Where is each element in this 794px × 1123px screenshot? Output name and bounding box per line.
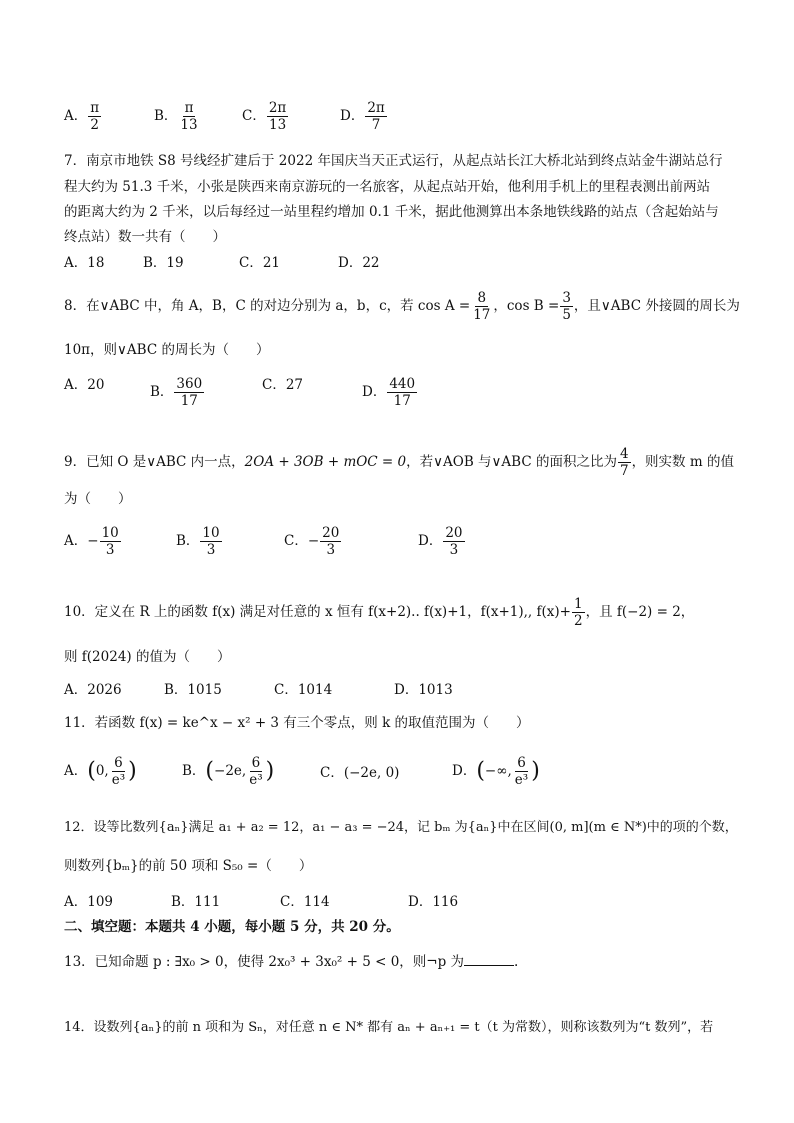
q8-fraction-cosA: $\frac{8}{17}$ [473, 290, 491, 323]
q7-line-2: 程大约为 51.3 千米，小张是陕西来南京游玩的一名旅客，从起点站开始，他利用手机上的里程表测出前两站 [64, 179, 711, 195]
q8-option-b: B． $\frac{360}{17}$ [150, 376, 203, 409]
q9-fraction: $\frac{4}{7}$ [619, 446, 629, 479]
q6-option-b: B． $\frac{\pi}{13}$ [154, 100, 198, 133]
q11-option-a: A．(0, $\frac{6}{\text{e³}}$ ) [64, 755, 137, 788]
q6-option-c: C． $\frac{2\pi}{13}$ [242, 100, 287, 133]
q9-vector-equation: 2OA + 3OB + mOC = 0 [244, 454, 407, 470]
q11-line: 11．若函数 f(x) = ke^x − x² + 3 有三个零点，则 k 的取值范围为（ ） [64, 715, 530, 731]
q12-line-2: 则数列{bₘ}的前 50 项和 S₅₀ =（ ） [64, 858, 313, 874]
q11-option-c: C．(−2e, 0) [320, 765, 400, 781]
q10-option-b: B．1015 [164, 682, 222, 698]
q8-line-1: 8．在∨ABC 中，角 A，B，C 的对边分别为 a，b，c，若 cos A = $\frac{8}{17}$ ，cos B = $\frac{3}{5}$ ，且∨ABC 外接圆的周长为 [64, 290, 740, 323]
q7-line-3: 的距离大约为 2 千米，以后每经过一站里程约增加 0.1 千米，据此他测算出本条地铁线路的站点（含起始站与 [64, 204, 719, 220]
q8-fraction-cosB: $\frac{3}{5}$ [562, 290, 571, 323]
q10-line-2: 则 f(2024) 的值为（ ） [64, 649, 231, 665]
q12-option-d: D．116 [408, 894, 459, 910]
q9-option-a: A．− $\frac{10}{3}$ [64, 525, 119, 558]
question-14: 14．设数列{aₙ}的前 n 项和为 Sₙ，对任意 n ∈ N* 都有 aₙ + aₙ₊₁ = t（t 为常数），则称该数列为“t 数列”，若 [64, 1020, 714, 1035]
q7-line-1: 7．南京市地铁 S8 号线经扩建后于 2022 年国庆当天正式运行，从起点站长江大桥北站到终点站金牛湖站总行 [64, 153, 723, 169]
q6-option-d: D． $\frac{2\pi}{7}$ [340, 100, 385, 133]
q9-line-2: 为（ ） [64, 491, 132, 507]
q11-option-d: D．(−∞, $\frac{6}{\text{e³}}$ ) [452, 755, 540, 788]
q8-line-2: 10π，则∨ABC 的周长为（ ） [64, 342, 270, 358]
q12-line-1: 12．设等比数列{aₙ}满足 a₁ + a₂ = 12，a₁ − a₃ = −24，记 bₘ 为{aₙ}中在区间(0, m](m ∈ N*)中的项的个数， [64, 820, 738, 835]
q10-option-a: A．2026 [64, 682, 122, 698]
q12-option-c: C．114 [280, 894, 330, 910]
q7-option-c: C．21 [239, 255, 281, 271]
q9-option-d: D． $\frac{20}{3}$ [418, 525, 463, 558]
question-13: 13．已知命题 p : ∃x₀ > 0，使得 2x₀³ + 3x₀² + 5 < 0，则¬p 为 . [64, 954, 519, 970]
q7-line-4: 终点站）数一共有（ ） [64, 229, 226, 245]
q9-line-1: 9．已知 O 是∨ABC 内一点，2OA + 3OB + mOC = 0，若∨AOB 与∨ABC 的面积之比为 $\frac{4}{7}$ ，则实数 m 的值 [64, 446, 734, 479]
q10-line-1: 10．定义在 R 上的函数 f(x) 满足对任意的 x 恒有 f(x+2).. f(x)+1，f(x+1),, f(x)+ $\frac{1}{2}$ ，且 f(−2) = 2， [64, 596, 695, 629]
q8-option-a: A．20 [64, 377, 105, 393]
q9-option-b: B． $\frac{10}{3}$ [176, 525, 220, 558]
q13-answer-blank [464, 953, 514, 966]
q10-fraction: $\frac{1}{2}$ [573, 596, 583, 629]
q11-option-b: B．(−2e, $\frac{6}{\text{e³}}$ ) [182, 755, 275, 788]
q10-option-d: D．1013 [394, 682, 453, 698]
q7-option-b: B．19 [143, 255, 184, 271]
q10-option-c: C．1014 [274, 682, 333, 698]
q9-option-c: C．− $\frac{20}{3}$ [284, 525, 340, 558]
q6-option-a: A． $\frac{\pi}{2}$ [64, 100, 100, 133]
q7-option-a: A．18 [64, 255, 105, 271]
section-heading-fill-in: 二、填空题：本题共 4 小题，每小题 5 分，共 20 分。 [64, 919, 400, 935]
q12-option-a: A．109 [64, 894, 114, 910]
q12-option-b: B．111 [171, 894, 221, 910]
q8-option-c: C．27 [262, 377, 304, 393]
q8-option-d: D． $\frac{440}{17}$ [362, 376, 416, 409]
q7-option-d: D．22 [338, 255, 380, 271]
